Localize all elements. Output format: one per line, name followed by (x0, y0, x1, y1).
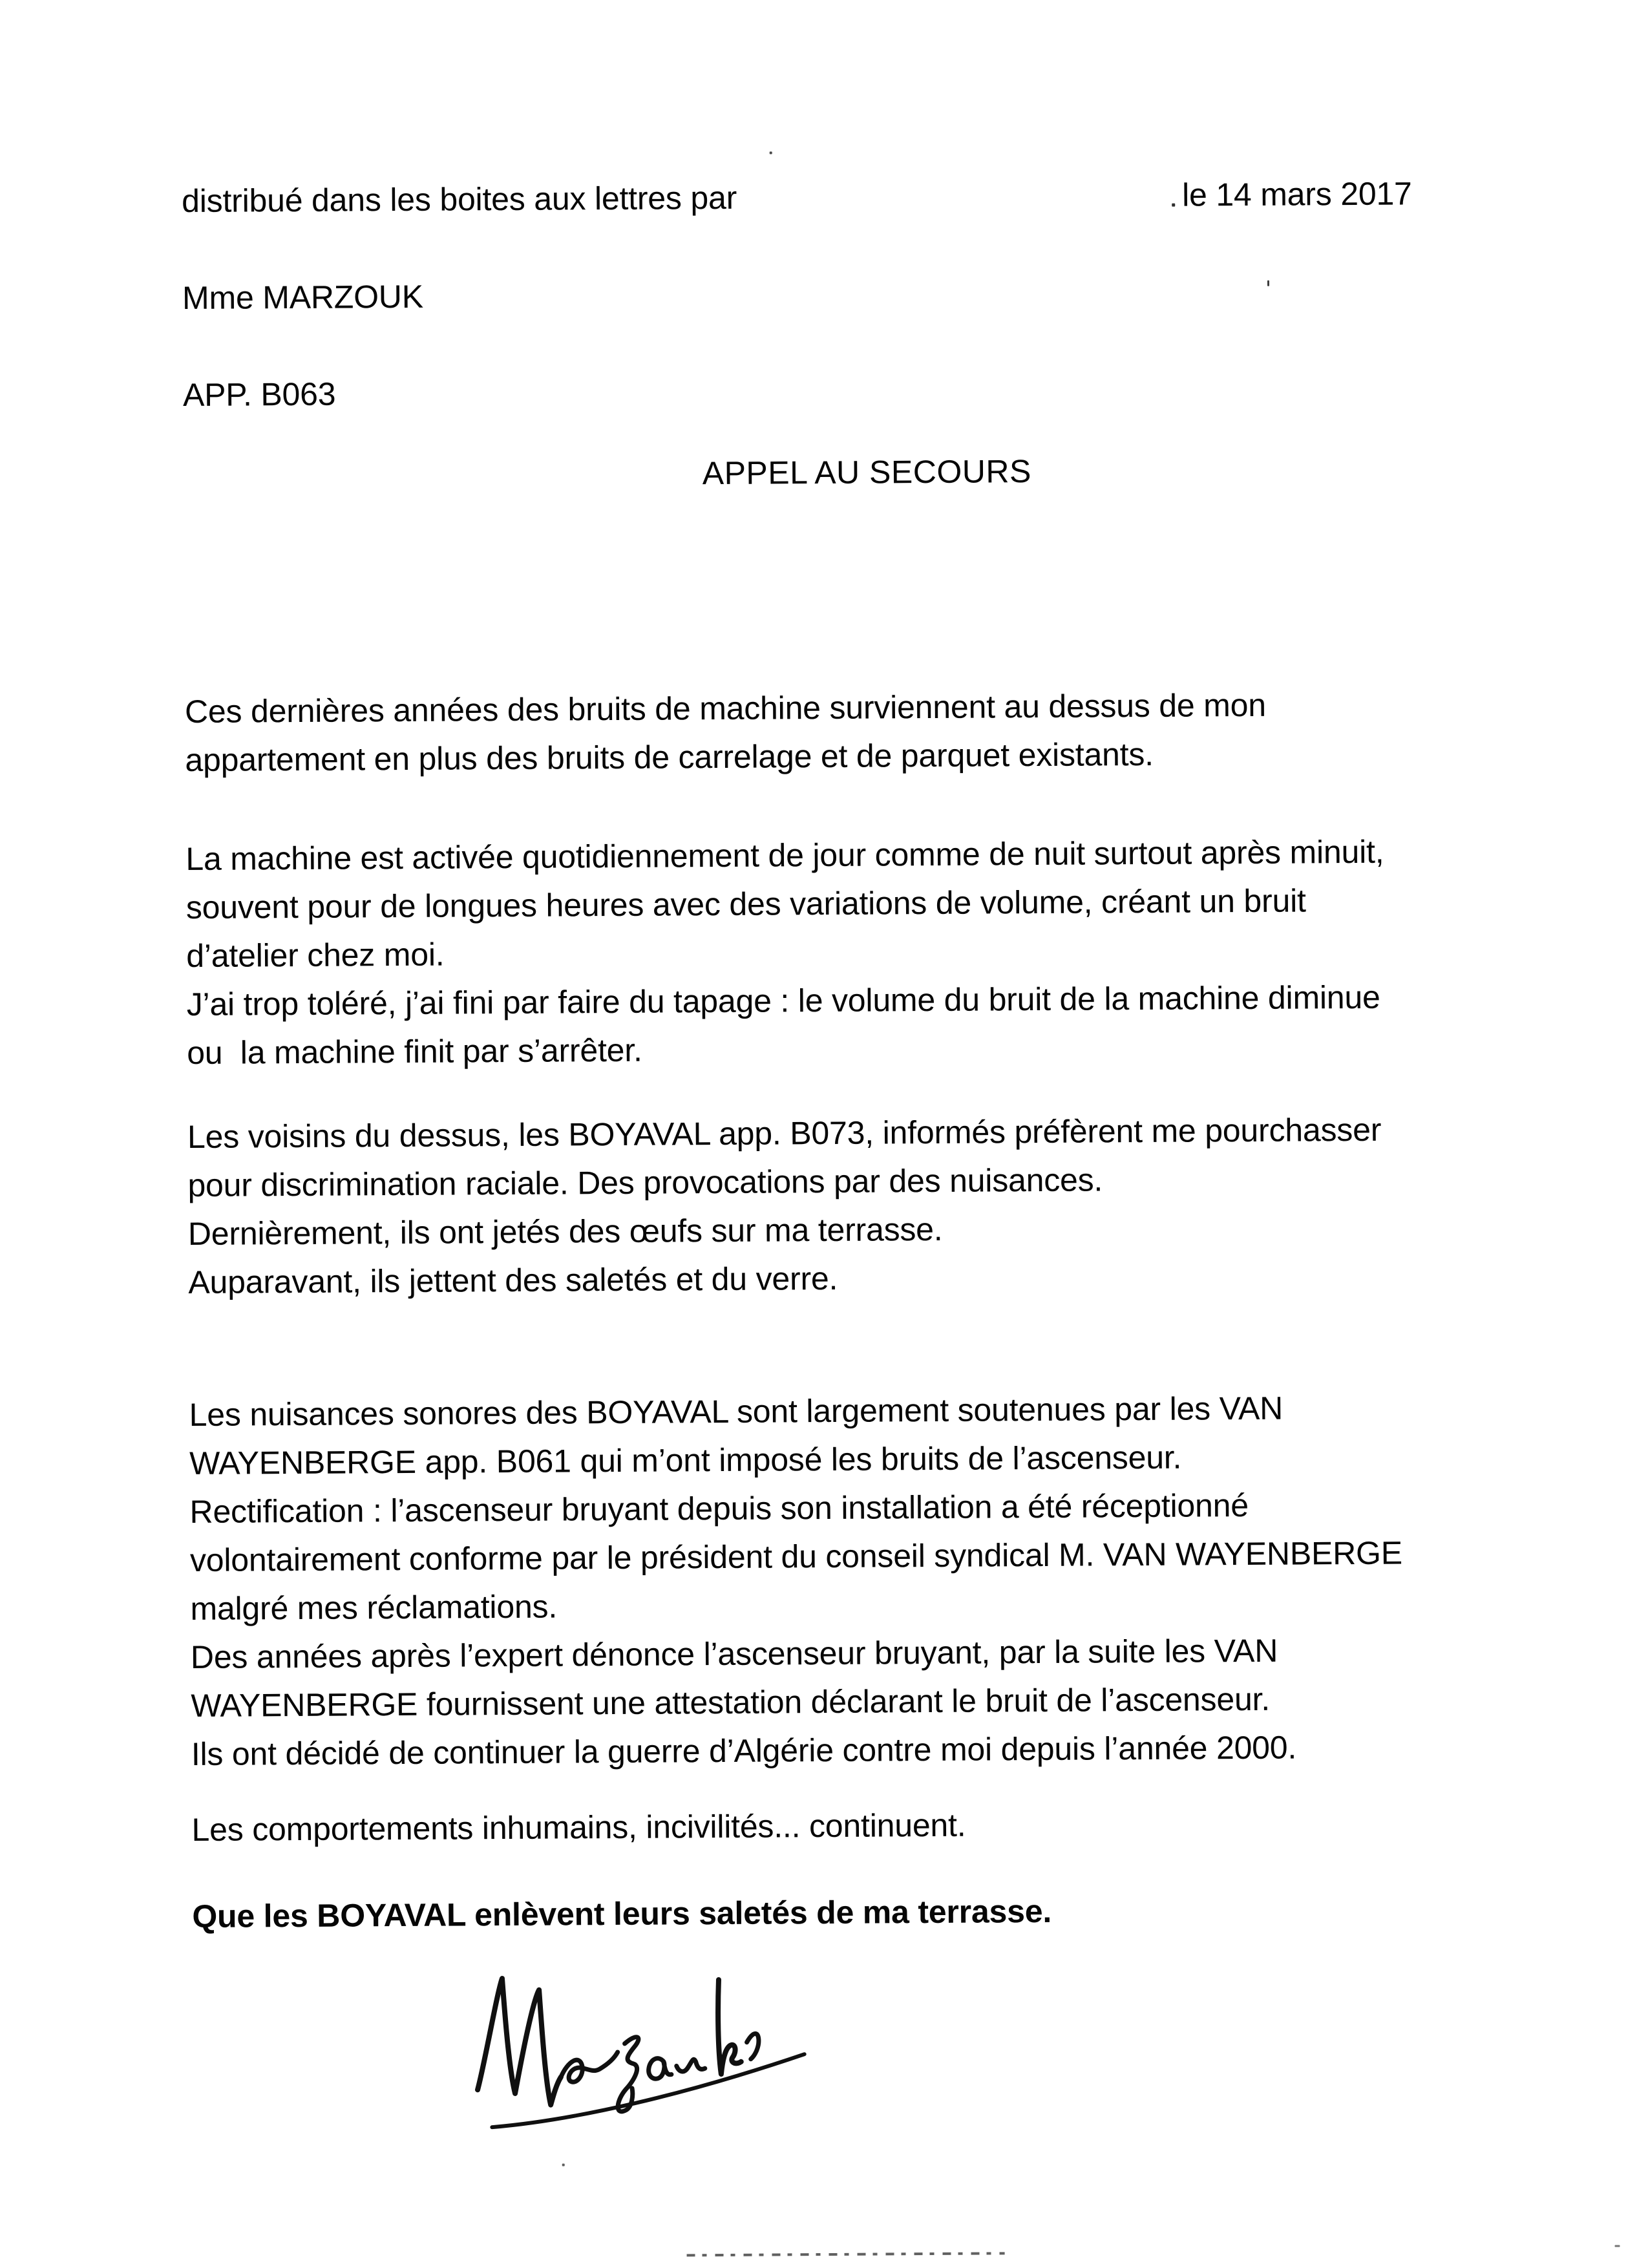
paragraph-behaviors: Les comportements inhumains, incivilités... continuent. (191, 1807, 966, 1848)
scan-speck (1172, 204, 1175, 207)
paragraph-van-wayenberge: Les nuisances sonores des BOYAVAL sont largement soutenues par les VAN WAYENBERGE app. B061 qui m’ont imposé les bruits de l’ascenseur. Rectification : l’ascenseur bruyant depuis son installation a été réceptionné volontairement conforme par le président du conseil syndical M. VAN WAYENBERGE malgré mes réclamations. Des années après l’expert dénonce l’ascenseur bruyant, par la suite les VAN WAYENBERGE fournissent une attestation déclarant le bruit de l’ascenseur. Ils ont décidé de continuer la guerre d’Algérie contre moi depuis l’année 2000. (189, 1390, 1403, 1772)
letter-date: le 14 mars 2017 (1181, 175, 1412, 213)
letter-title: APPEL AU SECOURS (702, 453, 1032, 492)
scan-speck (770, 151, 772, 154)
scan-speck (562, 2163, 565, 2166)
paragraph-machine-noises: Ces dernières années des bruits de machine surviennent au dessus de mon appartement en plus des bruits de carrelage et de parquet existants. (184, 686, 1267, 779)
scan-speck (1267, 281, 1269, 286)
sender-name: Mme MARZOUK (182, 278, 424, 317)
scan-artifact-line (687, 2252, 1005, 2256)
scan-speck (1615, 2245, 1620, 2247)
distribution-line: distribué dans les boites aux lettres par (181, 179, 737, 220)
handwritten-signature (458, 1951, 834, 2147)
apartment-number: APP. B063 (182, 376, 336, 414)
closing-demand: Que les BOYAVAL enlèvent leurs saletés de ma terrasse. (192, 1892, 1052, 1934)
distribution-note (182, 174, 738, 419)
paragraph-neighbors-boyaval: Les voisins du dessus, les BOYAVAL app. B073, informés préfèrent me pourchasser pour discrimination raciale. Des provocations par des nuisances. Dernièrement, ils ont jetés des œufs sur ma terrasse. Auparavant, ils jettent des saletés et du verre. (187, 1111, 1382, 1301)
paragraph-machine-schedule: La machine est activée quotidiennement de jour comme de nuit surtout après minuit, souvent pour de longues heures avec des variations de volume, créant un bruit d’atelier chez moi. J’ai trop toléré, j’ai fini par faire du tapage : le volume du bruit de la machine diminue ou la machine finit par s’arrêter. (185, 833, 1384, 1072)
signature-marzouk-icon (458, 1951, 834, 2147)
